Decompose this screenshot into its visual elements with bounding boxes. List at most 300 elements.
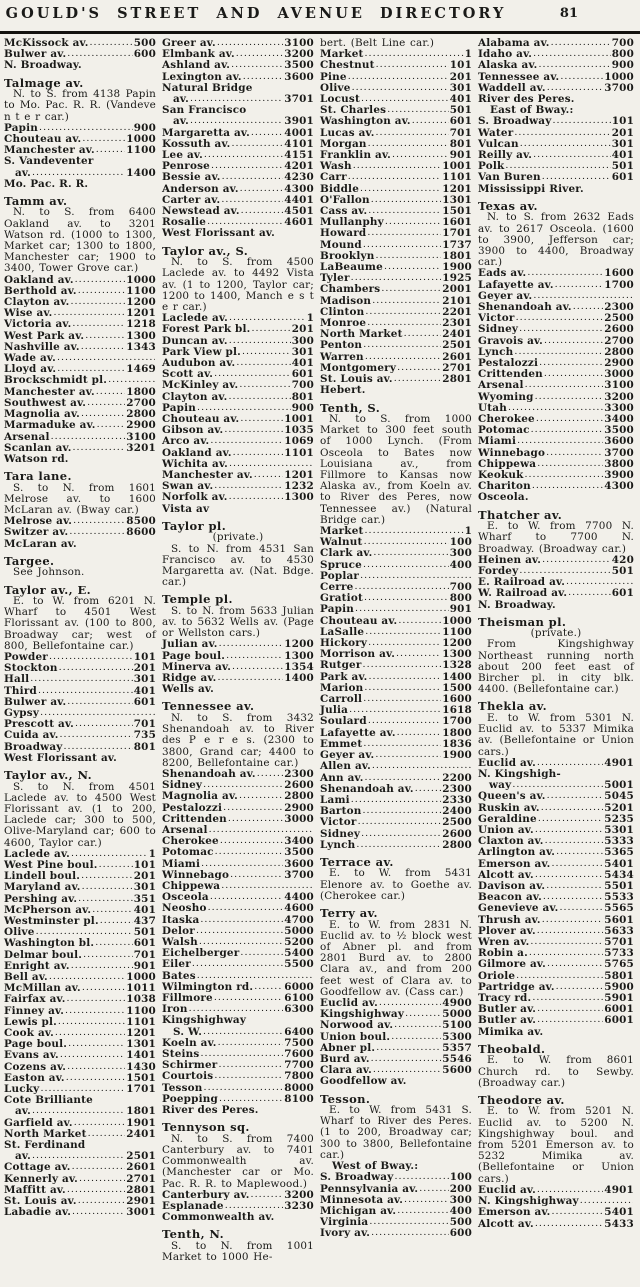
dot-leader <box>64 741 133 752</box>
dot-leader <box>538 59 610 70</box>
street-name: Allen av. <box>320 760 371 773</box>
street-name: Eads av. <box>478 267 527 280</box>
house-number: 3500 <box>284 59 314 72</box>
dot-leader <box>365 306 441 317</box>
dot-leader <box>537 1003 603 1014</box>
street-name: Bates <box>162 969 196 982</box>
street-name: N. Kingshighway <box>478 1195 579 1208</box>
street-name: Audubon av. <box>162 356 236 369</box>
house-number: 701 <box>133 948 156 961</box>
street-name: Berthold av. <box>4 284 77 297</box>
cross-street-plain: Mo. Pac. R. R. <box>4 177 89 190</box>
street-section <box>162 245 314 515</box>
house-number: 3800 <box>604 457 634 470</box>
dot-leader <box>369 671 442 682</box>
house-number: 2600 <box>442 827 472 840</box>
dot-leader <box>254 981 283 992</box>
dot-leader <box>555 279 604 290</box>
cross-street-plain: N. Broadway. <box>478 598 556 611</box>
street-name: Lafayette av. <box>478 278 554 291</box>
house-number: 2801 <box>442 373 472 386</box>
house-number: 1400 <box>126 166 156 179</box>
house-number: 2500 <box>442 816 472 829</box>
street-section <box>478 616 634 696</box>
house-number: 100 <box>449 1171 472 1184</box>
dot-leader <box>360 183 441 194</box>
house-number: 601 <box>133 695 156 708</box>
house-number: 1201 <box>284 469 314 482</box>
street-name: Queen's av. <box>478 790 546 803</box>
dot-leader <box>369 1216 448 1227</box>
house-number: 2300 <box>604 300 634 313</box>
street-name: Carroll <box>320 693 363 706</box>
house-number: 1300 <box>284 649 314 662</box>
dot-leader <box>239 790 283 801</box>
dot-leader <box>361 828 441 839</box>
street-name: Walnut <box>320 536 363 549</box>
house-number: 1201 <box>442 182 472 195</box>
street-name: Partridge av. <box>478 980 555 993</box>
dot-leader <box>67 993 126 1004</box>
street-name: Gravois av. <box>478 334 544 347</box>
page-number: 81 <box>559 6 578 21</box>
dot-leader <box>200 1048 283 1059</box>
dot-leader <box>190 93 283 104</box>
dot-leader <box>228 813 283 824</box>
street-name: Ruskin av. <box>478 801 540 814</box>
street-name: Mound <box>320 238 362 251</box>
street-description: S. to N. from 1601 Melrose av. to 1600 McLaran av. (Bway car.) <box>4 481 156 517</box>
dot-leader <box>545 835 604 846</box>
dot-leader <box>75 718 133 729</box>
house-number: 1000 <box>126 971 156 984</box>
dot-leader <box>398 615 441 626</box>
house-number: 5401 <box>604 857 634 870</box>
directory-entry <box>320 1172 472 1183</box>
house-number: 5357 <box>442 1041 472 1054</box>
street-description: E. to W. from 2831 N. Euclid av. to ½ block west of Abner pl. and from 2801 Burd av. to 2800 Clara av., and from 200 feet west of Clara av. to Goodfellow av. (Cass car.) <box>320 918 472 998</box>
house-number: 1 <box>464 48 472 61</box>
street-name: Cherokee <box>162 835 219 848</box>
house-number: 2500 <box>604 312 634 325</box>
dot-leader <box>240 947 283 958</box>
private-note: (private.) <box>530 627 582 640</box>
house-number: 1001 <box>442 160 472 173</box>
house-number: 2800 <box>604 345 634 358</box>
street-name: Sidney <box>162 779 203 792</box>
house-number: 4300 <box>604 480 634 493</box>
dot-leader <box>100 915 133 926</box>
dot-leader <box>211 160 283 171</box>
dot-leader <box>535 391 604 402</box>
street-name: Abner pl. <box>320 1041 376 1054</box>
dot-leader <box>394 1019 441 1030</box>
dot-leader <box>60 729 133 740</box>
house-number: 2001 <box>442 283 472 296</box>
dot-leader <box>362 805 441 816</box>
street-name: Wyoming <box>478 390 534 403</box>
house-number: 600 <box>449 1227 472 1240</box>
house-number: 401 <box>449 93 472 106</box>
street-name: St. Charles <box>320 104 387 117</box>
house-number: 1801 <box>442 249 472 262</box>
street-name: Margaretta av. <box>162 126 250 139</box>
street-name: Geyer av. <box>478 289 533 302</box>
dot-leader <box>223 802 283 813</box>
street-name: Poplar <box>320 569 360 582</box>
dot-leader <box>385 216 441 227</box>
house-number: 3200 <box>284 48 314 61</box>
street-name: Oakland av. <box>162 446 232 459</box>
dot-leader <box>525 379 604 390</box>
street-name: Shenandoah av. <box>478 300 572 313</box>
house-number: 5300 <box>442 1030 472 1043</box>
house-number: 6400 <box>284 1025 314 1038</box>
house-number: 5000 <box>442 1008 472 1021</box>
street-name: Rosalie <box>162 216 207 229</box>
house-number: 1900 <box>442 749 472 762</box>
dot-leader <box>367 317 441 328</box>
house-number: 901 <box>449 603 472 616</box>
house-number: 1328 <box>442 659 472 672</box>
street-name: Papin <box>320 603 355 616</box>
street-section <box>478 700 634 1037</box>
street-name: Alcott av. <box>478 1217 534 1230</box>
dot-leader <box>78 1195 126 1206</box>
house-number: 2400 <box>442 805 472 818</box>
dot-leader <box>57 352 155 363</box>
dot-leader <box>364 682 441 693</box>
dot-leader <box>218 1037 284 1048</box>
street-name: Westminster pl. <box>4 915 99 928</box>
street-name: Montgomery <box>320 361 397 374</box>
cross-street-plain: Cote Brilliante <box>4 1094 93 1107</box>
house-number: 3500 <box>284 846 314 859</box>
street-section <box>478 200 634 504</box>
street-name: Finney av. <box>4 1004 65 1017</box>
dot-leader <box>95 937 133 948</box>
directory-entry <box>4 1207 156 1218</box>
dot-leader <box>83 949 133 960</box>
street-description: E. to W. from 5431 S. Wharf to River des Peres. (1 to 200, Broadway car; 300 to 3800, Bellefontaine car.) <box>320 1104 472 1161</box>
dot-leader <box>67 1061 125 1072</box>
dot-leader <box>72 1206 125 1217</box>
street-name: Mullanphy <box>320 216 384 229</box>
street-name: Cook av. <box>4 1027 54 1040</box>
dot-leader <box>516 970 603 981</box>
house-number: 501 <box>133 926 156 939</box>
dot-leader <box>419 1183 448 1194</box>
street-name: Pine <box>320 70 347 83</box>
cross-street-plain: River des Peres. <box>162 1104 259 1117</box>
street-name: Brockschmidt pl. <box>4 374 108 387</box>
dot-leader <box>242 346 291 357</box>
dot-leader <box>59 662 133 673</box>
cross-street-plain: Watson rd. <box>4 452 69 465</box>
house-number: 1300 <box>126 329 156 342</box>
street-name: av. <box>173 115 189 128</box>
dot-leader <box>363 239 441 250</box>
street-name: Third <box>4 684 37 697</box>
house-number: 1100 <box>126 284 156 297</box>
street-section <box>162 520 314 589</box>
house-number: 300 <box>449 1193 472 1206</box>
dot-leader <box>542 171 611 182</box>
section-heading: Thatcher av. <box>478 507 563 522</box>
dot-leader <box>88 1128 126 1139</box>
house-number: 1069 <box>284 435 314 448</box>
section-heading: Tennyson sq. <box>162 1120 250 1135</box>
dot-leader <box>547 790 604 801</box>
street-section <box>4 769 156 1218</box>
house-number: 500 <box>133 37 156 49</box>
dot-leader <box>533 290 633 301</box>
street-name: Carr <box>320 171 347 184</box>
street-name: Papin <box>162 401 197 414</box>
street-name: Kossuth av. <box>162 137 231 150</box>
house-number: 1618 <box>442 704 472 717</box>
house-number: 1101 <box>284 446 314 459</box>
dot-leader <box>69 526 125 537</box>
house-number: 401 <box>133 684 156 697</box>
street-name: Arsenal <box>478 379 524 392</box>
street-section <box>162 38 314 240</box>
house-number: 5565 <box>604 902 634 915</box>
dot-leader <box>58 1016 125 1027</box>
dot-leader <box>204 149 283 160</box>
street-name: Monroe <box>320 317 367 330</box>
street-name: Nashville av. <box>4 340 80 353</box>
dot-leader <box>349 704 441 715</box>
house-number: 6000 <box>284 980 314 993</box>
street-name: Chippewa <box>478 457 537 470</box>
house-number: 2201 <box>442 305 472 318</box>
dot-leader <box>535 869 603 880</box>
street-name: Reilly av. <box>478 149 533 162</box>
dot-leader <box>541 802 604 813</box>
house-number: 4600 <box>284 902 314 915</box>
street-name: Pennsylvania av. <box>320 1182 419 1195</box>
dot-leader <box>215 846 284 857</box>
house-number: 7600 <box>284 1048 314 1061</box>
dot-leader <box>72 318 125 329</box>
dot-leader <box>544 335 603 346</box>
house-number: 2300 <box>442 782 472 795</box>
street-name: Gibson av. <box>162 424 224 437</box>
street-name: Kingshighway <box>320 1008 405 1021</box>
house-number: 3300 <box>604 401 634 414</box>
dot-leader <box>189 1003 284 1014</box>
street-description: S. to N. from 4501 Laclede av. to 4500 West Florissant av. (1 to 200, Laclede car; 300 to 500, Olive-Maryland car; 600 to 4600, Taylor car.) <box>4 780 156 849</box>
street-name: Alcott av. <box>478 868 534 881</box>
house-number: 1100 <box>442 625 472 638</box>
dot-leader <box>217 37 283 48</box>
dot-leader <box>240 183 284 194</box>
street-name: Poepping <box>162 1092 218 1105</box>
directory-columns <box>0 34 640 1268</box>
house-number: 601 <box>611 171 634 184</box>
dot-leader <box>532 992 603 1003</box>
house-number: 400 <box>449 558 472 571</box>
section-heading: Taylor av., N. <box>4 768 93 783</box>
dot-leader <box>55 1027 125 1038</box>
street-name: Pershing av. <box>4 892 78 905</box>
dot-leader <box>573 301 604 312</box>
house-number: 1038 <box>126 993 156 1006</box>
dot-leader <box>415 783 442 794</box>
street-name: Water <box>478 126 514 139</box>
dot-leader <box>38 685 133 696</box>
dot-leader <box>32 1105 125 1116</box>
dot-leader <box>233 447 284 458</box>
dot-leader <box>229 312 306 323</box>
dot-leader <box>210 435 283 446</box>
dot-leader <box>537 458 603 469</box>
street-name: Alaska av. <box>478 59 538 72</box>
cross-street-plain: Wells av. <box>162 683 214 696</box>
street-name: Gratiot <box>320 592 363 605</box>
house-number: 901 <box>449 149 472 162</box>
house-number: 4151 <box>284 149 314 162</box>
dot-leader <box>516 312 604 323</box>
dot-leader <box>32 1150 125 1161</box>
house-number: 2800 <box>126 408 156 421</box>
street-section <box>162 1121 314 1223</box>
street-description-continued: bert. (Belt Line car.) <box>320 37 435 49</box>
street-name: Papin <box>4 121 39 134</box>
street-section <box>4 195 156 465</box>
street-section <box>162 593 314 695</box>
house-number: 1700 <box>604 278 634 291</box>
house-number: 5801 <box>604 969 634 982</box>
dot-leader <box>355 603 449 614</box>
street-section <box>478 1043 634 1089</box>
house-number: 2300 <box>284 767 314 780</box>
house-number: 4901 <box>604 1183 634 1196</box>
street-description: E. to W. from 7700 N. Wharf to 7700 N. Broadway. (Broadway car.) <box>478 520 634 555</box>
dot-leader <box>232 661 283 672</box>
street-name: Newstead av. <box>162 205 240 218</box>
house-number: 4230 <box>284 171 314 184</box>
house-number: 1011 <box>126 982 156 995</box>
dot-leader <box>358 816 442 827</box>
street-name: Cozens av. <box>4 1060 67 1073</box>
house-number: 401 <box>611 149 634 162</box>
dot-leader <box>236 357 290 368</box>
street-name: Esplanade <box>162 1200 224 1212</box>
house-number: 5500 <box>284 958 314 971</box>
house-number: 3100 <box>604 379 634 392</box>
dot-leader <box>514 346 603 357</box>
house-number: 5900 <box>604 980 634 993</box>
dot-leader <box>36 926 133 937</box>
directory-entry <box>478 172 634 183</box>
house-number: 501 <box>611 564 634 577</box>
side-of-broadway-label: West of Bway.: <box>332 1160 419 1173</box>
dot-leader <box>363 339 441 350</box>
house-number: 437 <box>133 915 156 928</box>
house-number: 2700 <box>126 396 156 409</box>
house-number: 201 <box>133 870 156 883</box>
house-number: 5235 <box>604 812 634 825</box>
street-name: Utah <box>478 401 507 414</box>
dot-leader <box>546 880 603 891</box>
dot-leader <box>96 386 125 397</box>
house-number: 2301 <box>442 317 472 330</box>
street-name: Cerre <box>320 581 354 594</box>
dot-leader <box>39 122 133 133</box>
house-number: 300 <box>449 547 472 560</box>
house-number: 1500 <box>442 681 472 694</box>
street-name: Lucas av. <box>320 126 375 139</box>
dot-leader <box>397 1205 449 1216</box>
dot-leader <box>365 351 441 362</box>
street-section <box>478 38 634 195</box>
house-number: 201 <box>291 323 314 336</box>
street-name: Winnebago <box>478 446 546 459</box>
dot-leader <box>67 48 132 59</box>
dot-leader <box>348 171 442 182</box>
street-name: S. W. <box>173 1025 203 1038</box>
street-name: Ivory av. <box>320 1227 371 1240</box>
dot-leader <box>531 424 604 435</box>
dot-leader <box>190 115 283 126</box>
dot-leader <box>552 1206 604 1217</box>
house-number: 501 <box>449 104 472 117</box>
street-name: Clark av. <box>320 547 373 560</box>
dot-leader <box>391 1031 441 1042</box>
street-name: Forest Park bl. <box>162 323 251 336</box>
dot-leader <box>66 1072 126 1083</box>
street-name: Neosho <box>162 902 207 915</box>
house-number: 1601 <box>442 216 472 229</box>
street-name: Eichelberger <box>162 947 240 960</box>
directory-entry <box>478 1219 634 1230</box>
dot-leader <box>204 1082 284 1093</box>
dot-leader <box>78 893 133 904</box>
street-name: Claxton av. <box>478 835 544 848</box>
house-number: 2200 <box>442 771 472 784</box>
section-heading: Tenth, N. <box>162 1227 224 1242</box>
house-number: 101 <box>449 59 472 72</box>
dot-leader <box>207 216 283 227</box>
dot-leader <box>65 1005 125 1016</box>
dot-leader <box>197 402 291 413</box>
street-name: St. Louis av. <box>320 373 393 386</box>
house-number: 3000 <box>604 368 634 381</box>
cross-street-plain: Kingshighway <box>162 1014 247 1027</box>
directory-entry <box>320 840 472 851</box>
house-number: 600 <box>133 48 156 61</box>
street-name: Olive <box>320 81 351 94</box>
dot-leader <box>537 1014 603 1025</box>
street-section <box>478 1094 634 1230</box>
street-name: Ann av. <box>320 771 364 784</box>
dot-leader <box>551 37 611 48</box>
dot-leader <box>360 570 471 581</box>
street-name: West Park av. <box>4 329 85 342</box>
dot-leader <box>203 1026 283 1037</box>
house-number: 201 <box>611 126 634 139</box>
street-section <box>320 402 472 851</box>
house-number: 2600 <box>604 323 634 336</box>
street-name: Hickory <box>320 637 368 650</box>
house-number: 5733 <box>604 947 634 960</box>
house-number: 901 <box>133 959 156 972</box>
street-name: Brooklyn <box>320 249 375 262</box>
street-description: S. to N. from 4531 San Francisco av. to 4530 Margaretta av. (Nat. Bdge. car.) <box>162 542 314 589</box>
street-name: Chouteau av. <box>162 413 240 425</box>
